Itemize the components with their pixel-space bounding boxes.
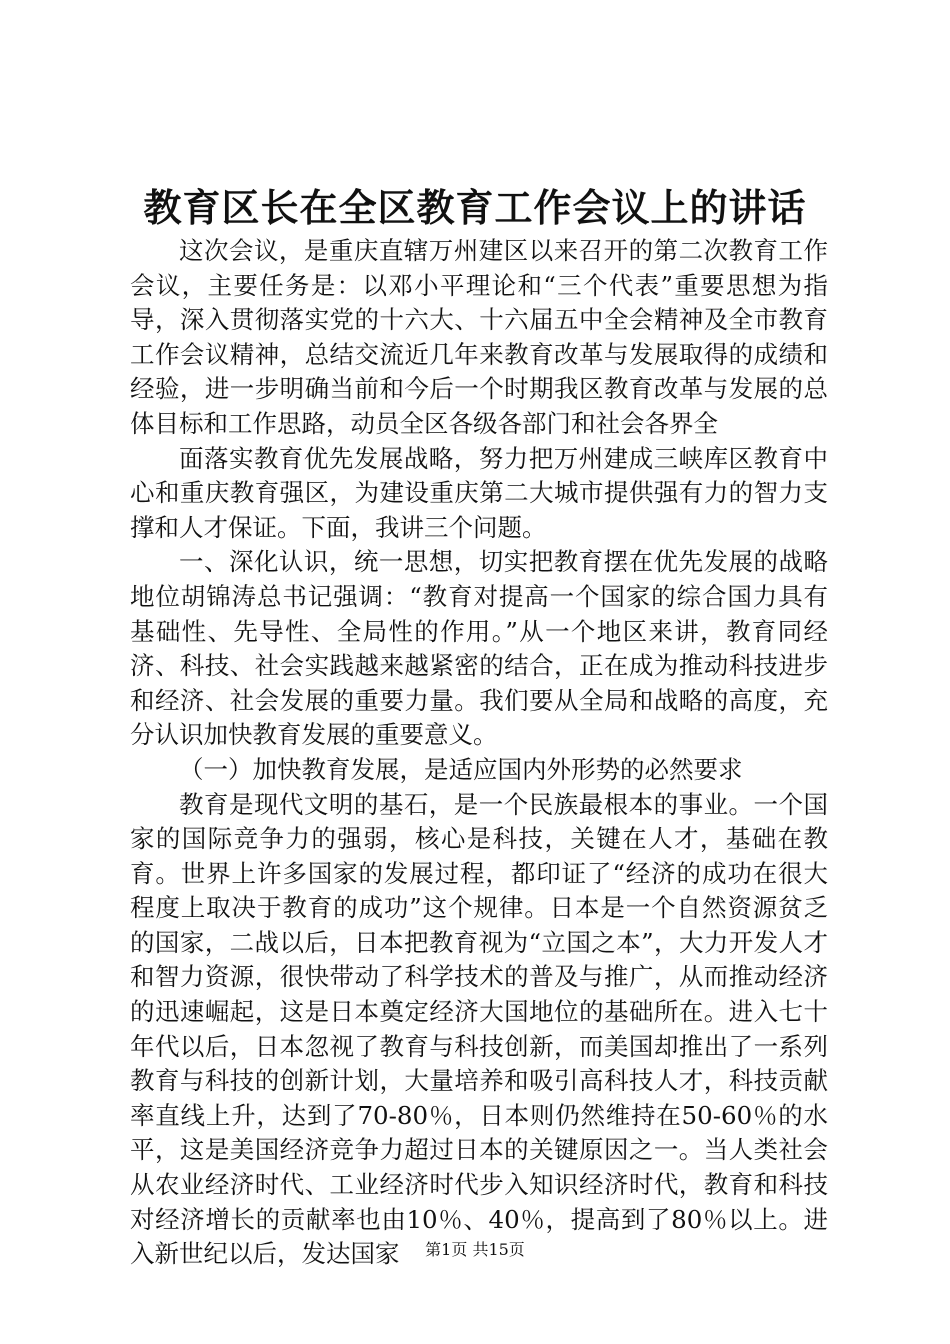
document-body: [130, 234, 828, 1272]
document-title: 教育区长在全区教育工作会议上的讲话: [143, 185, 807, 230]
paragraph-section-one: 一、深化认识，统一思想，切实把教育摆在优先发展的战略地位胡锦涛总书记强调：“教育对提高一个国家的综合国力具有基础性、先导性、全局性的作用。”从一个地区来讲，教育同经济、科技、社会实践越来越紧密的结合，正在成为推动科技进步和经济、社会发展的重要力量。我们要从全局和战略的高度，充分认识加快教育发展的重要意义。: [130, 547, 828, 750]
subsection-heading: （一）加快教育发展，是适应国内外形势的必然要求: [179, 754, 743, 784]
page-footer: 第1页 共15页: [425, 1240, 525, 1259]
paragraph-education-foundation: 教育是现代文明的基石，是一个民族最根本的事业。一个国家的国际竞争力的强弱，核心是科技，关键在人才，基础在教育。世界上许多国家的发展过程，都印证了“经济的成功在很大程度上取决于教育的成功”这个规律。日本是一个自然资源贫乏的国家，二战以后，日本把教育视为“立国之本”，大力开发人才和智力资源，很快带动了科学技术的普及与推广，从而推动经济的迅速崛起，这是日本奠定经济大国地位的基础所在。进入七十年代以后，日本忽视了教育与科技创新，而美国却推出了一系列教育与科技的创新计划，大量培养和吸引高科技人才，科技贡献率直线上升，达到了70-80％，日本则仍然维持在50-60％的水平，这是美国经济竞争力超过日本的关键原因之一。当人类社会从农业经济时代、工业经济时代步入知识经济时代，教育和科技对经济增长的贡献率也由10％、40％，提高到了80％以上。进入新世纪以后，发达国家: [130, 789, 828, 1269]
paragraph-continuation: 面落实教育优先发展战略，努力把万州建成三峡库区教育中心和重庆教育强区，为建设重庆第二大城市提供强有力的智力支撑和人才保证。下面，我讲三个问题。: [130, 443, 828, 542]
paragraph-intro: 这次会议，是重庆直辖万州建区以来召开的第二次教育工作会议，主要任务是：以邓小平理论和“三个代表”重要思想为指导，深入贯彻落实党的十六大、十六届五中全会精神及全市教育工作会议精神，总结交流近几年来教育改革与发展取得的成绩和经验，进一步明确当前和今后一个时期我区教育改革与发展的总体目标和工作思路，动员全区各级各部门和社会各界全: [130, 236, 828, 438]
